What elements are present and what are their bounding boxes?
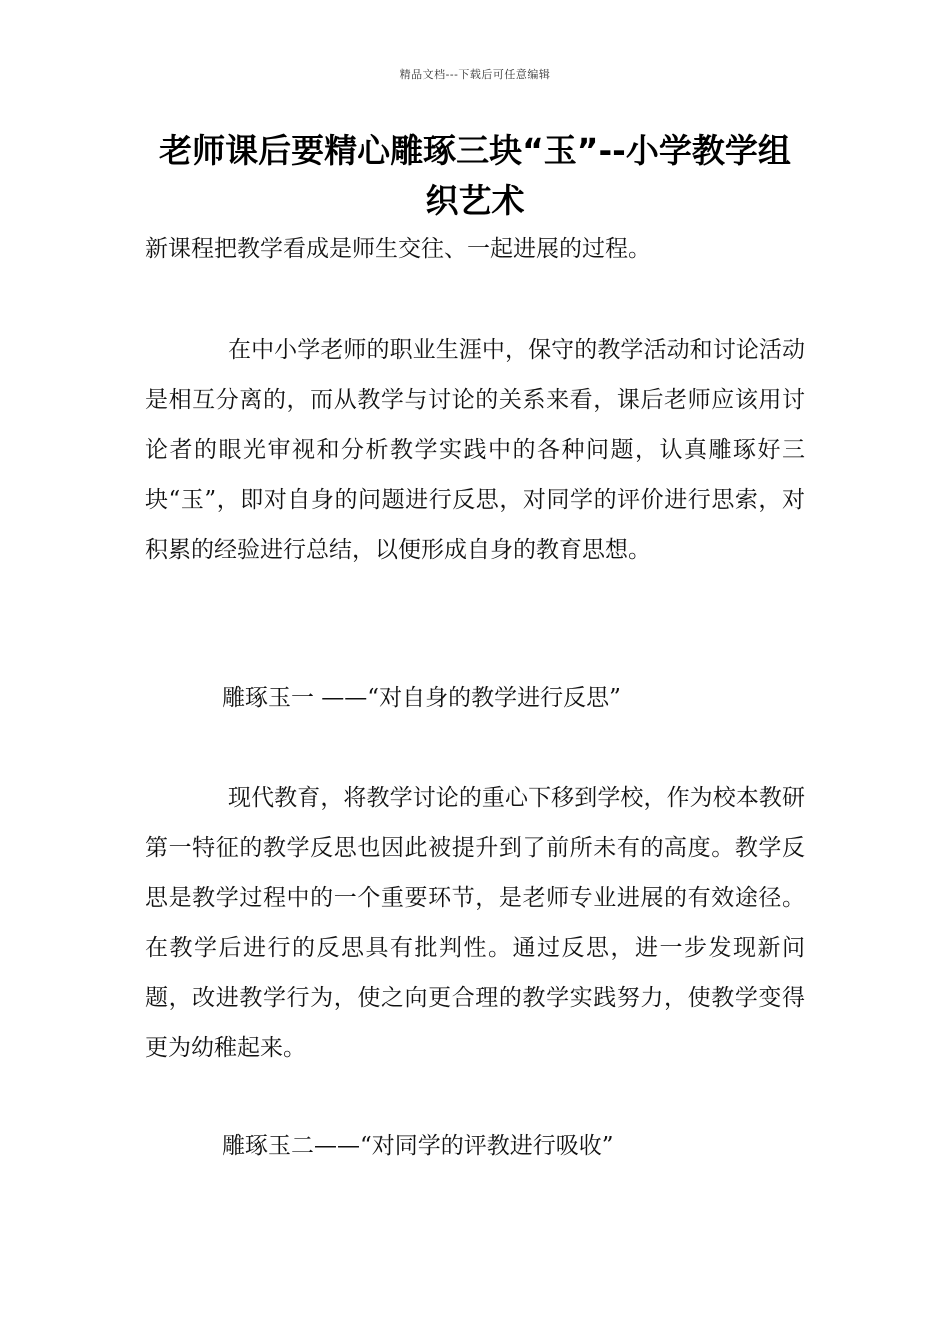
section-heading-1: 雕琢玉一 ——“对自身的教学进行反思” bbox=[222, 685, 621, 711]
section-heading-2: 雕琢玉二——“对同学的评教进行吸收” bbox=[222, 1133, 614, 1159]
header-note: 精品文档---下载后可任意编辑 bbox=[399, 68, 551, 81]
paragraph-2: 现代教育，将教学讨论的重心下移到学校，作为校本教研第一特征的教学反思也因此被提升到了前所未有的高度。教学反思是教学过程中的一个重要环节，是老师专业进展的有效途径。在教学后进行的反思具有批判性。通过反思，进一步发现新问题，改进教学行为，使之向更合理的教学实践努力，使教学变得更为幼稚起来。 bbox=[145, 785, 805, 1061]
intro-paragraph: 新课程把教学看成是师生交往、一起进展的过程。 bbox=[145, 236, 651, 262]
paragraph-1: 在中小学老师的职业生涯中，保守的教学活动和讨论活动是相互分离的，而从教学与讨论的关系来看，课后老师应该用讨论者的眼光审视和分析教学实践中的各种问题，认真雕琢好三块“玉”，即对自身的问题进行反思，对同学的评价进行思索，对积累的经验进行总结，以便形成自身的教育思想。 bbox=[145, 337, 805, 563]
document-title: 老师课后要精心雕琢三块“玉”--小学教学组织艺术 bbox=[159, 131, 791, 220]
